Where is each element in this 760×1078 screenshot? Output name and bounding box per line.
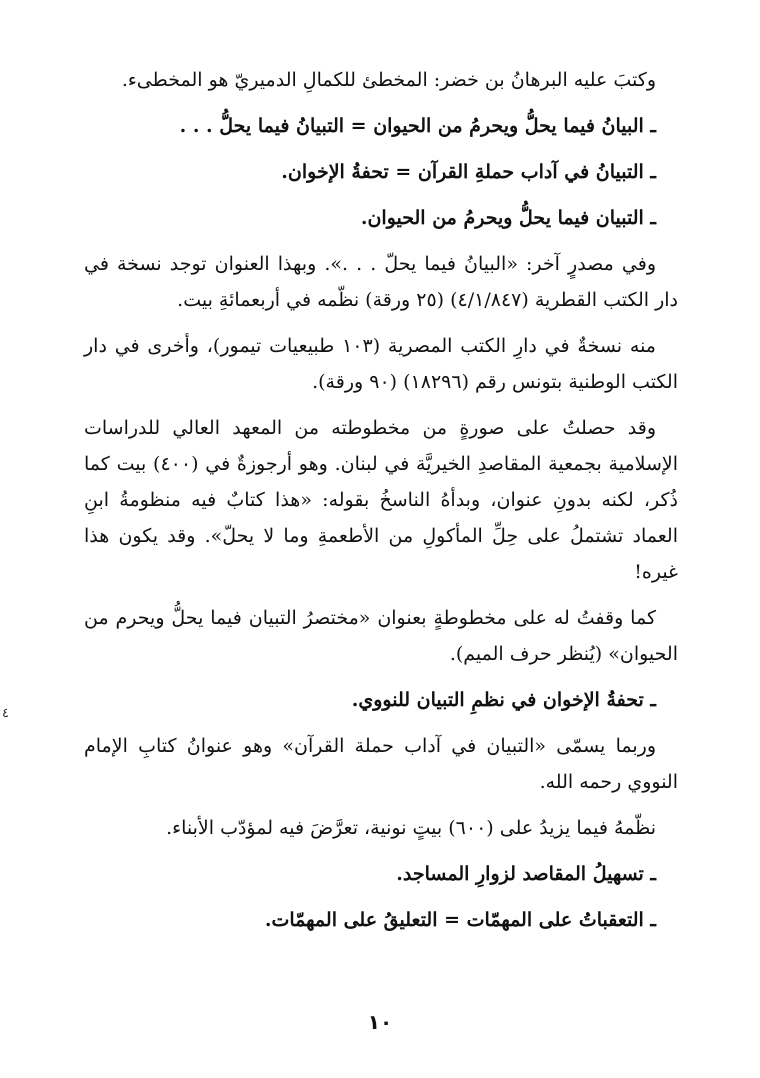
paragraph-nawawi: وربما يسمّى «التبيان في آداب حملة القرآن» وهو عنوانُ كتابِ الإمام النووي رحمه الله. [84,735,678,793]
paragraph-burhan-note: وكتبَ عليه البرهانُ بن خضر: المخطئ للكمالِ الدميريّ هو المخطىء. [121,69,656,91]
heading-al-tibyan-hayawan: ـ التبيان فيما يحلُّ ويحرمُ من الحيوان. [360,207,656,229]
page-number: ١٠ [367,1010,393,1034]
paragraph-manuscript-copies: منه نسخةٌ في دارِ الكتب المصرية (١٠٣ طبيعيات تيمور)، وأخرى في دار الكتب الوطنية بتونس رقم (١٨٢٩٦) (٩٠ ورقة). [84,335,678,393]
margin-mark: ٤ [2,706,9,721]
paragraph-other-source: وفي مصدرٍ آخر: «البيانُ فيما يحلّ . . .». وبهذا العنوان توجد نسخة في دار الكتب القطرية (٤/١/٨٤٧) (٢٥ ورقة) نظّمه في أربعمائةِ بيت. [84,253,678,311]
paragraph-lebanon-copy: وقد حصلتُ على صورةٍ من مخطوطته من المعهد العالي للدراسات الإسلامية بجمعية المقاصدِ الخيريَّة في لبنان. وهو أرجوزةٌ في (٤٠٠) بيت كما ذُكر، لكنه بدونِ عنوان، وبدأهُ الناسخُ بقوله: «هذا كتابٌ فيه منظومةُ ابنِ العماد تشتملُ على حِلِّ المأكولِ من الأطعمةِ وما لا يحلّ». وقد يكون هذا غيره! [84,417,678,583]
heading-al-bayan: ـ البيانُ فيما يحلُّ ويحرمُ من الحيوان = التبيانُ فيما يحلُّ . . . [179,115,656,137]
paragraph-nazm-600: نظّمهُ فيما يزيدُ على (٦٠٠) بيتٍ نونية، تعرَّضَ فيه لمؤدّب الأبناء. [166,817,656,839]
heading-tashil-al-maqasid: ـ تسهيلُ المقاصد لزوارِ المساجد. [396,863,656,885]
heading-tuhfat-al-ikhwan: ـ تحفةُ الإخوان في نظمِ التبيان للنووي. [351,689,656,711]
document-page [84,62,678,938]
paragraph-mukhtasar: كما وقفتُ له على مخطوطةٍ بعنوان «مختصرُ التبيان فيما يحلُّ ويحرم من الحيوان» (يُنظر حرف الميم). [84,607,678,665]
heading-al-taaqqubat: ـ التعقباتُ على المهمّات = التعليقُ على المهمّات. [264,909,656,931]
heading-al-tibyan-adab: ـ التبيانُ في آداب حملةِ القرآن = تحفةُ الإخوان. [281,161,656,183]
